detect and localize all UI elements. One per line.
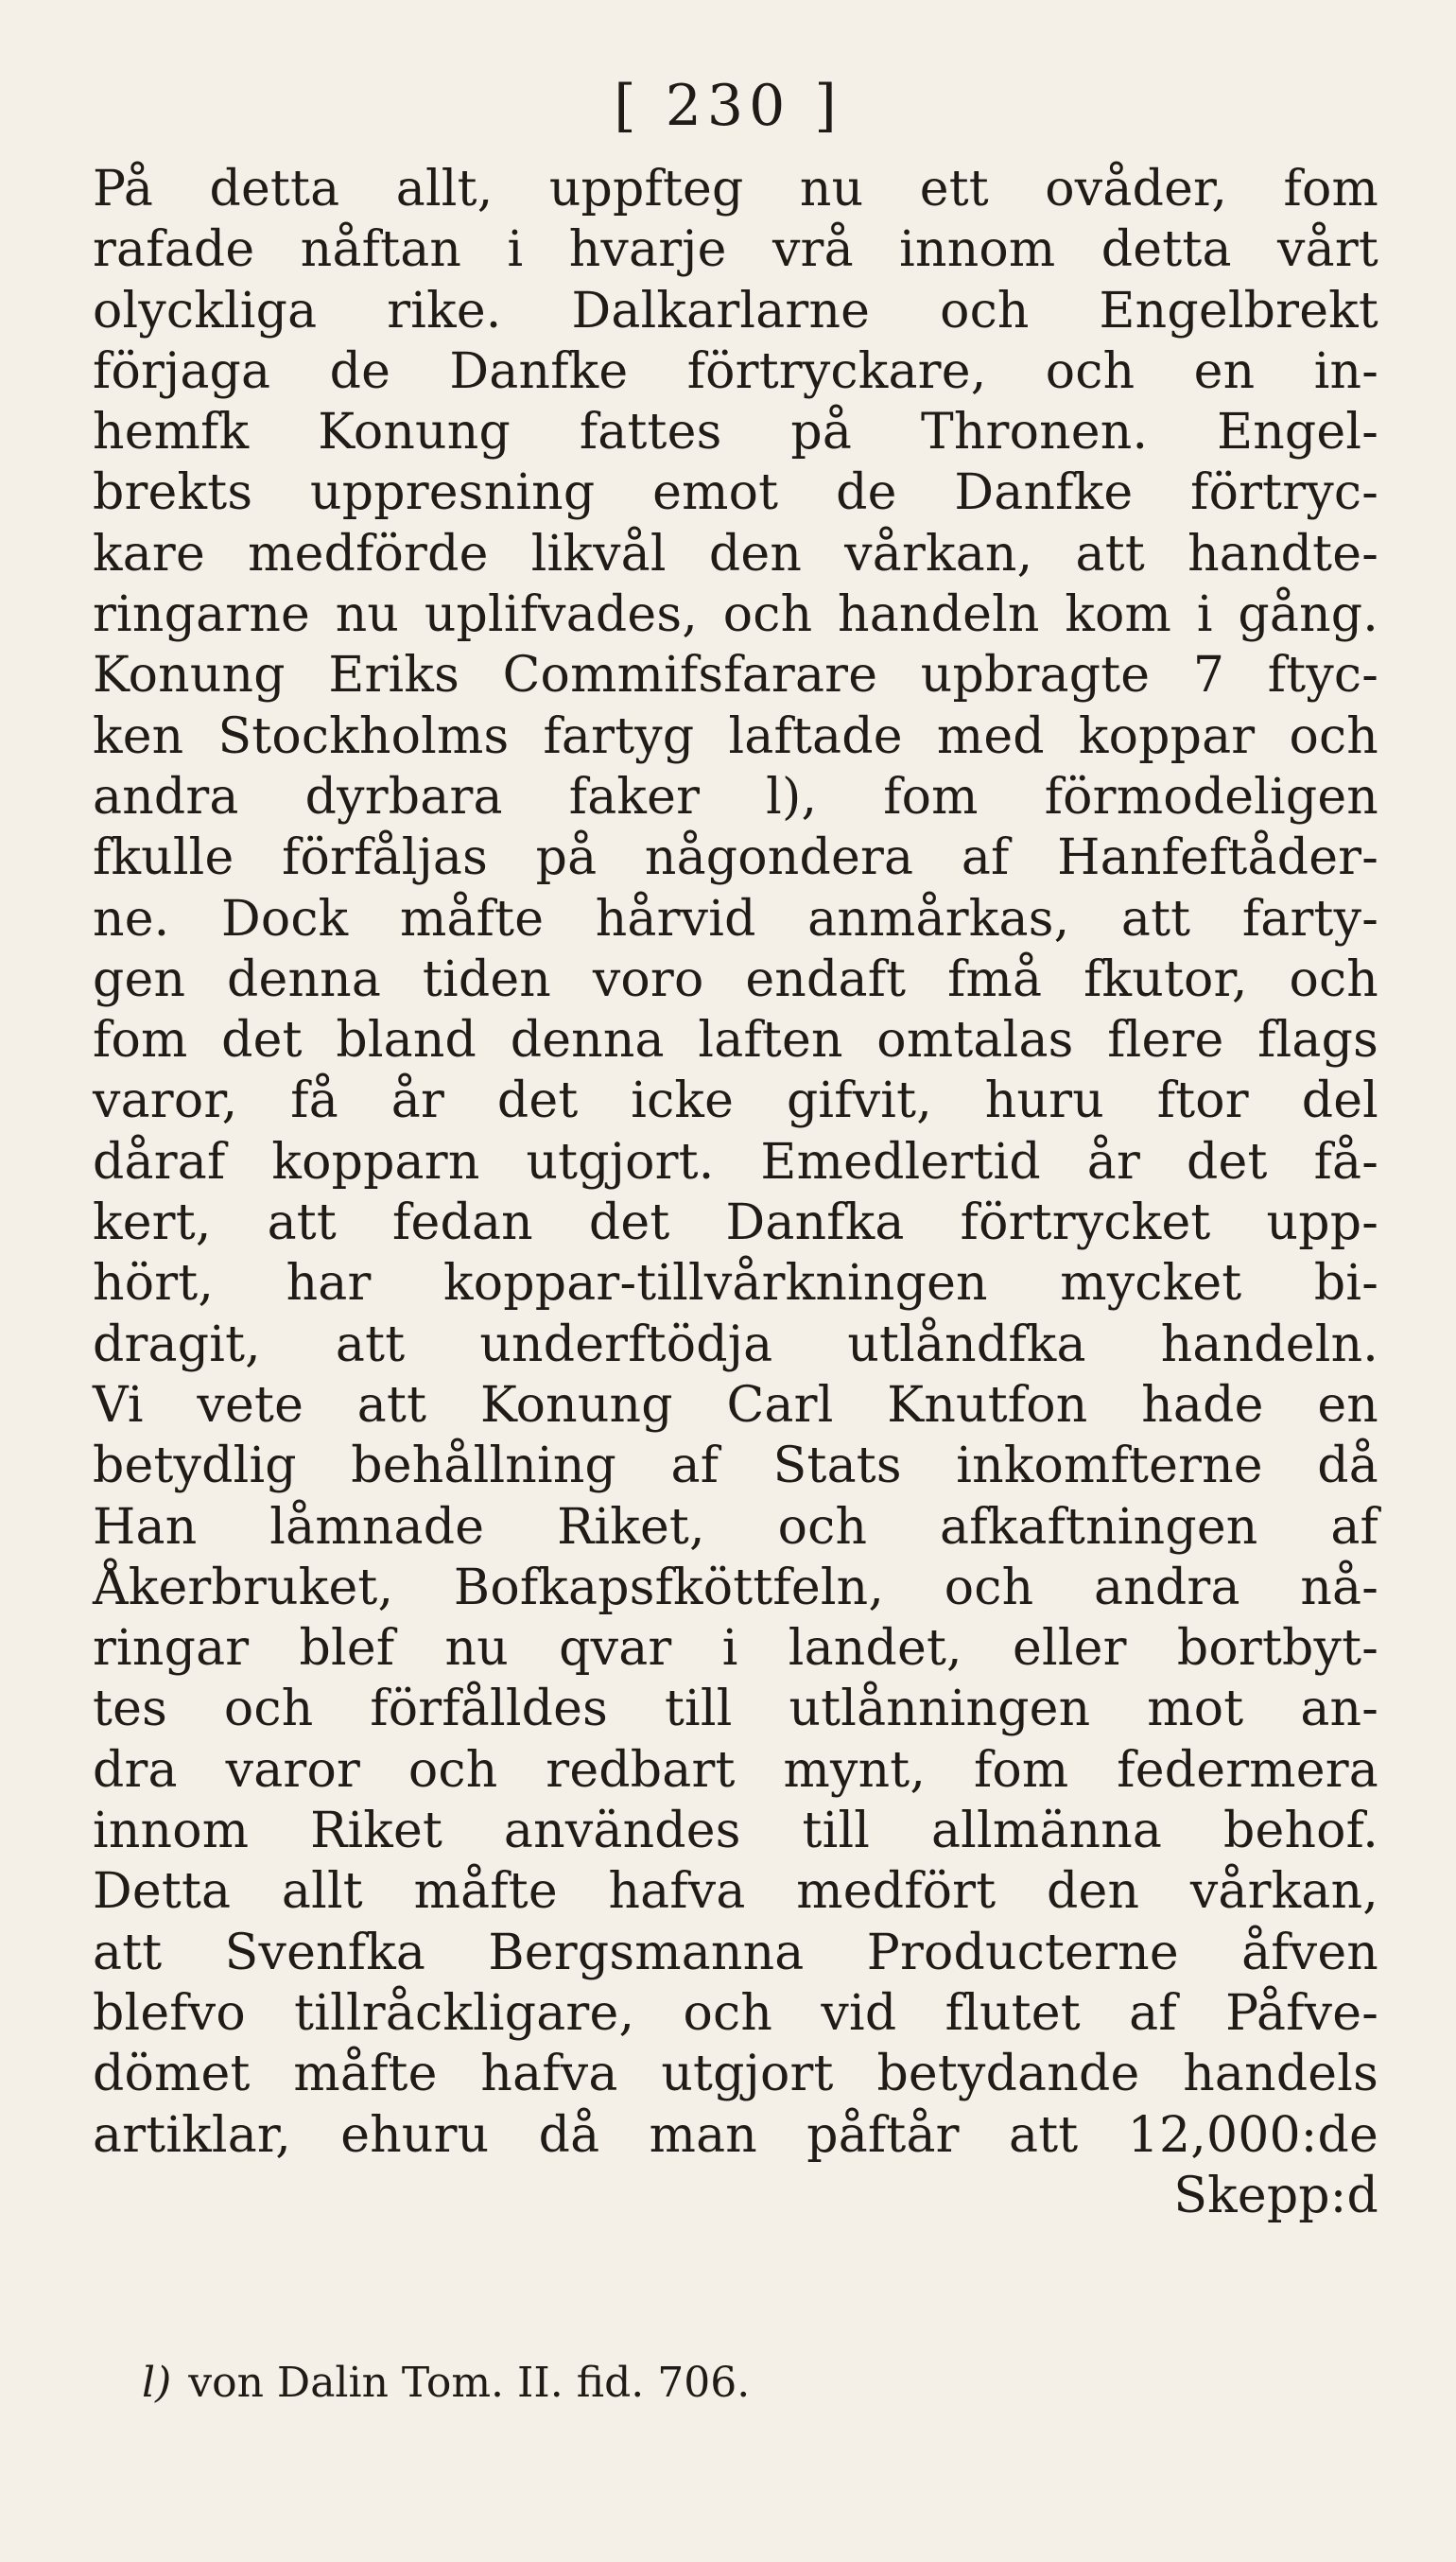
footnote: [142, 2355, 750, 2412]
text-line: olyckliga rike. Dalkarlarne och Engelbrekt: [93, 282, 1378, 340]
text-line: betydlig behållning af Stats inkomfterne då: [93, 1438, 1378, 1495]
text-line: blefvo tillråckligare, och vid flutet af Påfve-: [93, 1984, 1378, 2042]
text-line: tes och förfålldes till utlånningen mot an-: [93, 1681, 1378, 1738]
text-line: hört, har koppar-tillvårkningen mycket bi-: [93, 1255, 1378, 1313]
text-line: varor, få år det icke gifvit, huru ftor del: [93, 1072, 1378, 1130]
text-line: Detta allt måfte hafva medfört den vårkan,: [93, 1863, 1378, 1921]
text-line: fkulle förfåljas på någondera af Hanfeftåder-: [93, 829, 1378, 887]
text-line: Han låmnade Riket, och afkaftningen af: [93, 1498, 1378, 1556]
text-line: fom det bland denna laften omtalas flere flags: [93, 1012, 1378, 1070]
text-line: artiklar, ehuru då man påftår att 12,000:de: [93, 2106, 1378, 2164]
text-line: kert, att fedan det Danfka förtrycket upp-: [93, 1194, 1378, 1252]
text-line: Vi vete att Konung Carl Knutfon hade en: [93, 1376, 1378, 1434]
text-line: hemfk Konung fattes på Thronen. Engel-: [93, 404, 1378, 462]
text-line: dra varor och redbart mynt, fom federmera: [93, 1741, 1378, 1799]
text-line: dåraf kopparn utgjort. Emedlertid år det få-: [93, 1133, 1378, 1191]
text-line: ne. Dock måfte hårvid anmårkas, att farty-: [93, 890, 1378, 948]
text-line: ken Stockholms fartyg laftade med koppar och: [93, 707, 1378, 765]
page-number: [ 230 ]: [614, 73, 842, 139]
text-line: brekts uppresning emot de Danfke förtryc-: [93, 464, 1378, 522]
text-line: innom Riket användes till allmänna behof.: [93, 1803, 1378, 1860]
text-line: dömet måfte hafva utgjort betydande handels: [93, 2046, 1378, 2103]
text-line: På detta allt, uppfteg nu ett ovåder, fom: [93, 161, 1378, 218]
footnote-marker: l): [142, 2359, 172, 2407]
text-line: dragit, att underftödja utlåndfka handeln.: [93, 1316, 1378, 1373]
text-line: att Svenfka Bergsmanna Producterne åfven: [93, 1924, 1378, 1981]
text-line: rafade nåftan i hvarje vrå innom detta vårt: [93, 221, 1378, 279]
body-text: [93, 159, 1378, 2226]
text-line: kare medförde likvål den vårkan, att handte-: [93, 525, 1378, 583]
text-line: Åkerbruket, Bofkapsfköttfeln, och andra nå-: [93, 1559, 1378, 1616]
text-line: Konung Eriks Commifsfarare upbragte 7 ftyc-: [93, 647, 1378, 705]
catchword: Skepp:d: [1173, 2167, 1378, 2224]
text-line: ringar blef nu qvar i landet, eller bortbyt-: [93, 1620, 1378, 1678]
text-line: förjaga de Danfke förtryckare, och en in-: [93, 342, 1378, 400]
text-line: andra dyrbara faker l), fom förmodeligen: [93, 768, 1378, 826]
footnote-text: von Dalin Tom. II. fid. 706.: [188, 2359, 751, 2407]
text-line: ringarne nu uplifvades, och handeln kom i gång.: [93, 586, 1378, 644]
text-line: gen denna tiden voro endaft fmå fkutor, och: [93, 950, 1378, 1008]
